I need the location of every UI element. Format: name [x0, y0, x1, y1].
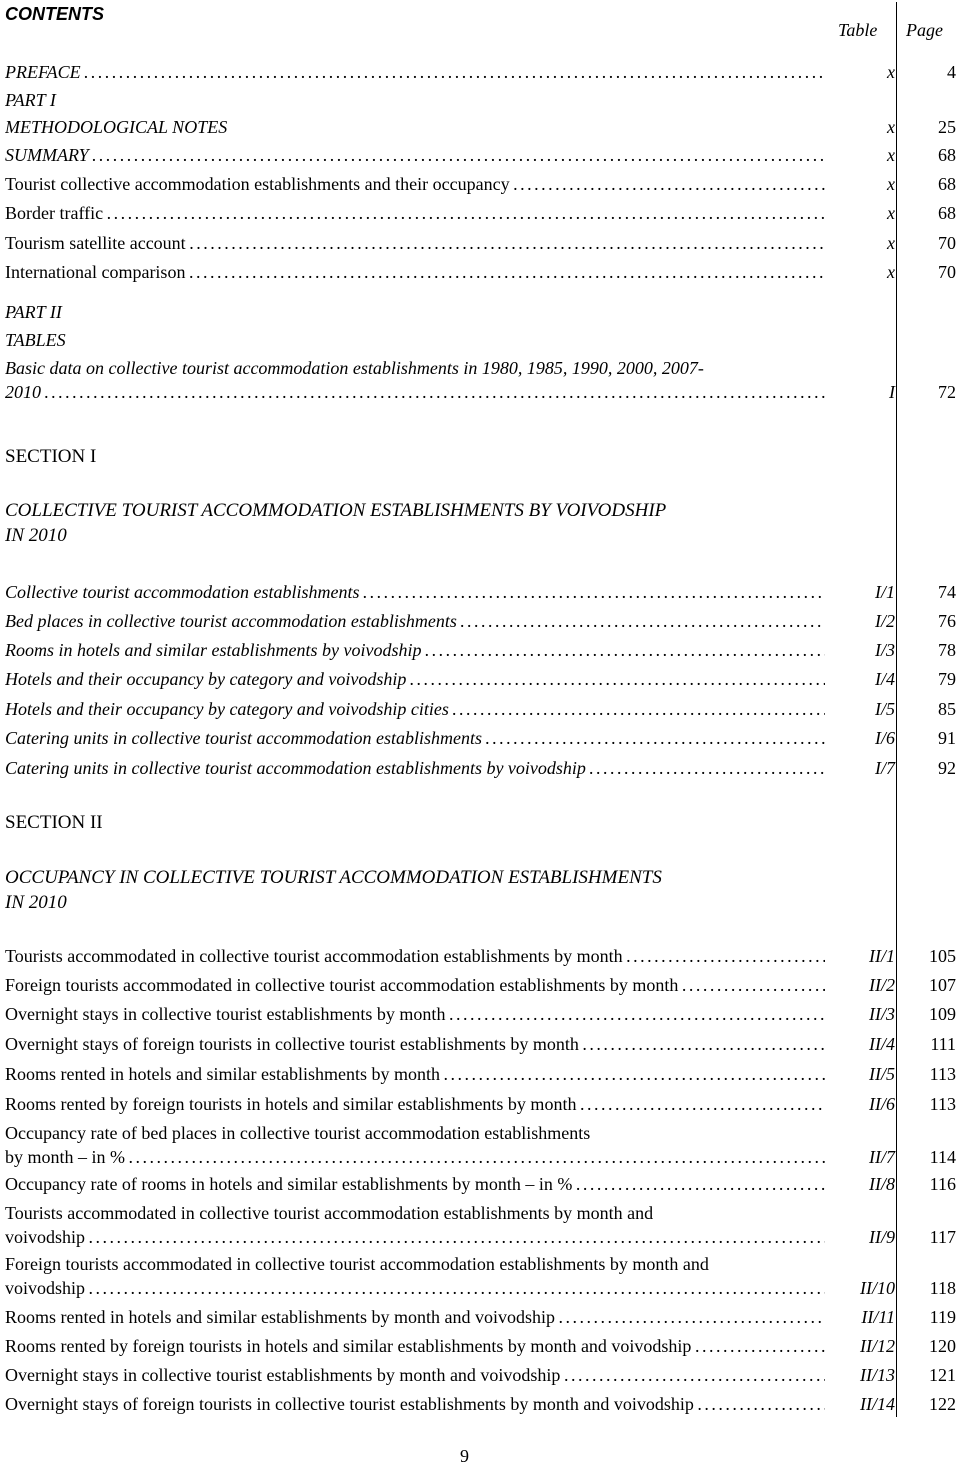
toc-entry[interactable] — [5, 973, 960, 997]
toc-entry-table: II/5 — [869, 1064, 895, 1084]
toc-entry-table: II/4 — [869, 1034, 895, 1054]
toc-entry[interactable] — [5, 231, 960, 255]
toc-entry-page: 70 — [938, 262, 956, 282]
toc-entry-page: 79 — [938, 669, 956, 689]
toc-entry-table: I/3 — [875, 640, 895, 660]
toc-entry[interactable] — [5, 580, 960, 604]
toc-entry-page: 118 — [929, 1278, 956, 1298]
toc-entry[interactable] — [5, 1363, 960, 1387]
toc-entry[interactable] — [5, 726, 960, 750]
toc-entry-page: 68 — [938, 174, 956, 194]
toc-entry-page: 109 — [929, 1004, 956, 1024]
toc-entry-table: I/1 — [875, 582, 895, 602]
toc-entry[interactable] — [5, 60, 960, 84]
toc-entry-table: II/3 — [869, 1004, 895, 1024]
toc-entry-label: Catering units in collective tourist accommodation establishments . . . — [5, 726, 825, 750]
toc-entry-page: 111 — [930, 1034, 956, 1054]
toc-entry-page: 76 — [938, 611, 956, 631]
toc-entry-page: 74 — [938, 582, 956, 602]
toc-entry-table: II/7 — [869, 1147, 895, 1167]
toc-entry-label: Rooms rented by foreign tourists in hotels and similar establishments by month . . . — [5, 1092, 825, 1116]
page-number: 9 — [460, 1446, 469, 1466]
toc-entry[interactable] — [5, 1172, 960, 1196]
toc-entry[interactable] — [5, 115, 960, 139]
toc-entry-table: II/14 — [860, 1394, 895, 1414]
toc-entry-table: x — [887, 233, 895, 253]
toc-entry-label-line2: by month – in % . . . — [5, 1145, 825, 1169]
column-header-page: Page — [906, 20, 943, 40]
toc-entry-table: I/2 — [875, 611, 895, 631]
section-two-heading-year: IN 2010 — [5, 892, 67, 913]
toc-entry-page: 78 — [938, 640, 956, 660]
toc-entry-table: II/13 — [860, 1365, 895, 1385]
toc-entry-page: 107 — [929, 975, 956, 995]
toc-entry[interactable] — [5, 1254, 960, 1300]
toc-entry-label: Rooms rented in hotels and similar establishments by month . . . — [5, 1062, 825, 1086]
toc-entry-table: II/8 — [869, 1174, 895, 1194]
toc-entry-table: II/10 — [860, 1278, 895, 1298]
toc-entry-page: 68 — [938, 145, 956, 165]
toc-entry-table: I/6 — [875, 728, 895, 748]
toc-entry-table: x — [887, 174, 895, 194]
toc-entry-label: SUMMARY . . . — [5, 143, 825, 167]
toc-entry[interactable] — [5, 1092, 960, 1116]
toc-entry[interactable] — [5, 756, 960, 780]
toc-entry-table: II/12 — [860, 1336, 895, 1356]
basic-data-line1: Basic data on collective tourist accommodation establishments in 1980, 1985, 1990, 2000, 2007- — [5, 358, 704, 378]
tables-label: TABLES — [5, 330, 66, 350]
toc-entry[interactable] — [5, 1203, 960, 1249]
toc-entry-table: I/4 — [875, 669, 895, 689]
toc-entry[interactable] — [5, 172, 960, 196]
toc-entry-label: Tourism satellite account . . . — [5, 231, 825, 255]
toc-entry-label: Overnight stays of foreign tourists in collective tourist establishments by month and voivodship . . . — [5, 1392, 825, 1416]
toc-entry-table: II/6 — [869, 1094, 895, 1114]
toc-entry-label: Catering units in collective tourist accommodation establishments by voivodship . . . — [5, 756, 825, 780]
toc-entry-label-line1: Occupancy rate of bed places in collective tourist accommodation establishments — [5, 1123, 591, 1143]
basic-data-row[interactable] — [5, 380, 960, 404]
toc-entry-table: I/5 — [875, 699, 895, 719]
toc-entry-table: II/9 — [869, 1227, 895, 1247]
toc-entry-label-line2: voivodship . . . — [5, 1225, 825, 1249]
section-two-heading: OCCUPANCY IN COLLECTIVE TOURIST ACCOMMODATION ESTABLISHMENTS — [5, 867, 662, 888]
toc-entry[interactable] — [5, 143, 960, 167]
toc-entry-label: Rooms rented in hotels and similar establishments by month and voivodship . . . — [5, 1305, 825, 1329]
toc-entry-label-line2: voivodship . . . — [5, 1276, 825, 1300]
toc-entry-page: 68 — [938, 203, 956, 223]
toc-entry[interactable] — [5, 697, 960, 721]
toc-entry-label-line1: Tourists accommodated in collective tourist accommodation establishments by month and — [5, 1203, 654, 1223]
toc-entry-table: I/7 — [875, 758, 895, 778]
toc-entry-page: 119 — [929, 1307, 956, 1327]
section-one-heading-year: IN 2010 — [5, 525, 67, 546]
toc-entry-table: x — [887, 117, 895, 137]
toc-entry-label: Collective tourist accommodation establishments . . . — [5, 580, 825, 604]
toc-entry[interactable] — [5, 667, 960, 691]
basic-data-line2: 2010 . . . — [5, 380, 825, 404]
toc-entry[interactable] — [5, 1392, 960, 1416]
part-two-label: PART II — [5, 302, 62, 322]
toc-entry-page: 120 — [929, 1336, 956, 1356]
toc-entry-page: 85 — [938, 699, 956, 719]
toc-entry-label: PREFACE . . . — [5, 60, 825, 84]
toc-entry-label: PART I — [5, 90, 56, 110]
toc-entry-label: Tourist collective accommodation establishments and their occupancy . . . — [5, 172, 825, 196]
toc-entry-page: 114 — [929, 1147, 956, 1167]
toc-entry-page: 122 — [929, 1394, 956, 1414]
toc-entry[interactable] — [5, 1123, 960, 1169]
page-title: CONTENTS — [5, 4, 104, 24]
toc-entry-table: x — [887, 262, 895, 282]
toc-entry-label-line1: Foreign tourists accommodated in collective tourist accommodation establishments by month and — [5, 1254, 709, 1274]
toc-entry[interactable] — [5, 260, 960, 284]
toc-entry-label: Border traffic . . . — [5, 201, 825, 225]
toc-entry-label: Tourists accommodated in collective tourist accommodation establishments by month . . . — [5, 944, 825, 968]
toc-entry-label: Rooms rented by foreign tourists in hotels and similar establishments by month and voivodship . . . — [5, 1334, 825, 1358]
toc-entry-label: International comparison . . . — [5, 260, 825, 284]
toc-entry-page: 116 — [929, 1174, 956, 1194]
toc-entry[interactable] — [5, 638, 960, 662]
toc-entry-label: Foreign tourists accommodated in collective tourist accommodation establishments by month . . . — [5, 973, 825, 997]
toc-entry[interactable] — [5, 1305, 960, 1329]
basic-data-table: I — [889, 382, 895, 402]
toc-entry-table: II/1 — [869, 946, 895, 966]
toc-entry[interactable] — [5, 201, 960, 225]
toc-entry[interactable] — [5, 609, 960, 633]
toc-entry-label: METHODOLOGICAL NOTES — [5, 117, 228, 137]
toc-entry-page: 113 — [929, 1064, 956, 1084]
section-two-label: SECTION II — [5, 812, 103, 833]
toc-entry[interactable] — [5, 1002, 960, 1026]
toc-entry-label: Hotels and their occupancy by category and voivodship cities . . . — [5, 697, 825, 721]
toc-entry-page: 91 — [938, 728, 956, 748]
toc-entry-page: 92 — [938, 758, 956, 778]
toc-entry-label: Rooms in hotels and similar establishments by voivodship . . . — [5, 638, 825, 662]
toc-entry[interactable] — [5, 1334, 960, 1358]
basic-data-page: 72 — [938, 382, 956, 402]
toc-entry-table: x — [887, 62, 895, 82]
toc-entry-page: 113 — [929, 1094, 956, 1114]
toc-entry-page: 70 — [938, 233, 956, 253]
section-one-heading: COLLECTIVE TOURIST ACCOMMODATION ESTABLISHMENTS BY VOIVODSHIP — [5, 500, 667, 521]
toc-entry-page: 121 — [929, 1365, 956, 1385]
toc-entry-page: 105 — [929, 946, 956, 966]
toc-entry[interactable] — [5, 1062, 960, 1086]
toc-entry-label: Overnight stays in collective tourist establishments by month and voivodship . . . — [5, 1363, 825, 1387]
toc-entry-label: Overnight stays in collective tourist establishments by month . . . — [5, 1002, 825, 1026]
toc-entry[interactable] — [5, 944, 960, 968]
toc-entry-table: II/11 — [861, 1307, 895, 1327]
section-one-label: SECTION I — [5, 446, 97, 467]
toc-entry-label: Hotels and their occupancy by category and voivodship . . . — [5, 667, 825, 691]
toc-entry[interactable] — [5, 1032, 960, 1056]
toc-entry-table: x — [887, 145, 895, 165]
toc-entry-page: 25 — [938, 117, 956, 137]
toc-entry-table: x — [887, 203, 895, 223]
toc-entry[interactable] — [5, 88, 960, 112]
toc-entry-label: Overnight stays of foreign tourists in collective tourist establishments by month . . . — [5, 1032, 825, 1056]
toc-entry-table: II/2 — [869, 975, 895, 995]
toc-entry-page: 117 — [929, 1227, 956, 1247]
toc-entry-label: Occupancy rate of rooms in hotels and similar establishments by month – in % . . . — [5, 1172, 825, 1196]
toc-entry-label: Bed places in collective tourist accommodation establishments . . . — [5, 609, 825, 633]
toc-entry-page: 4 — [947, 62, 956, 82]
column-header-table: Table — [838, 20, 878, 40]
